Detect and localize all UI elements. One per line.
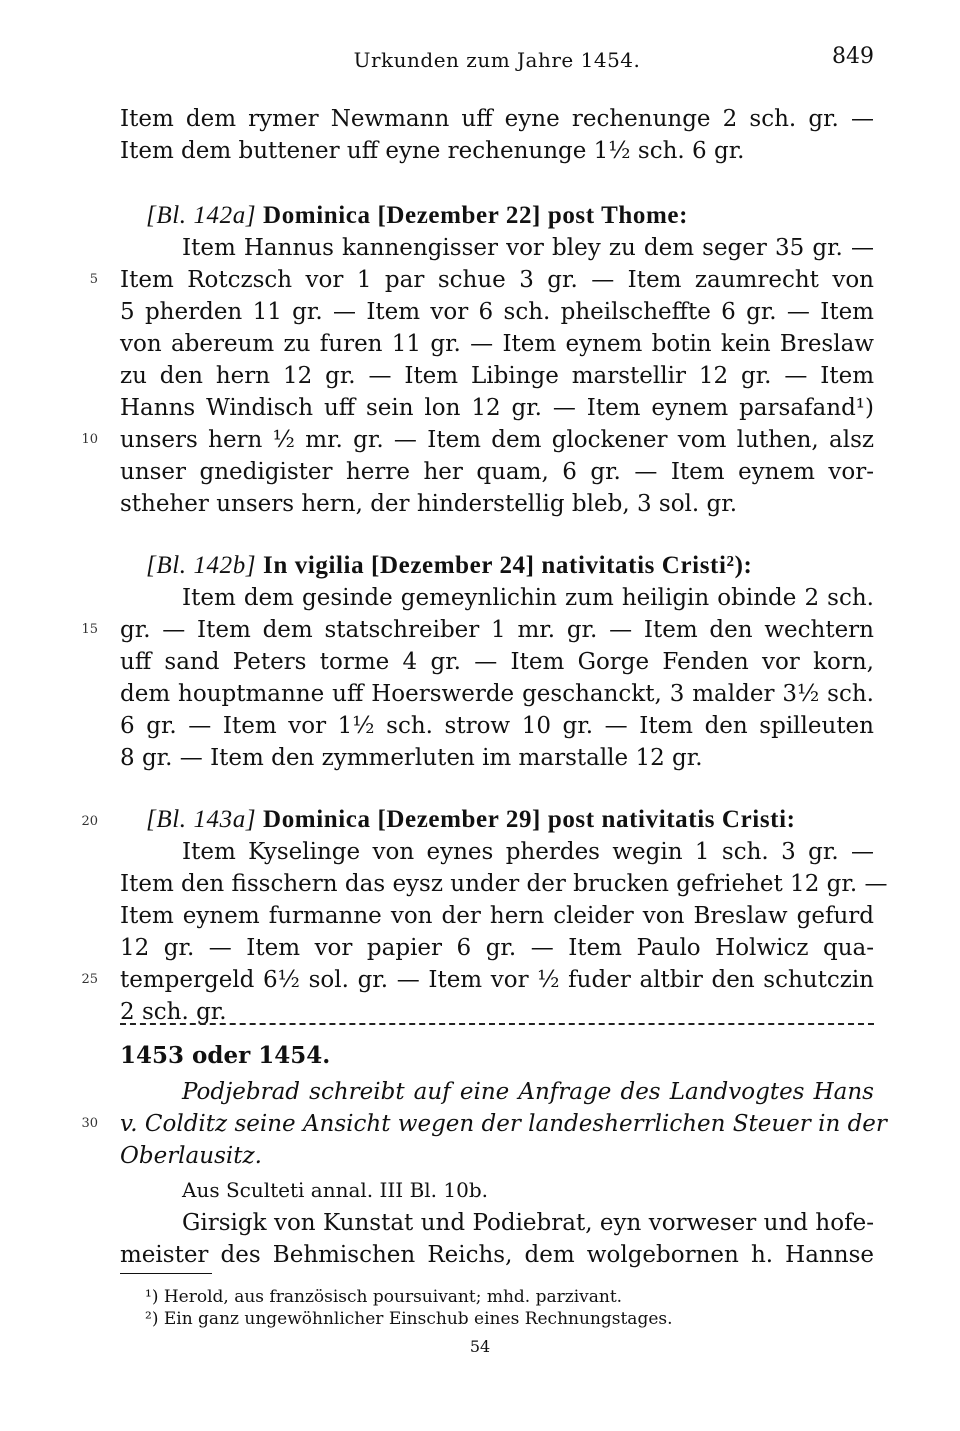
heading-text: Dominica [Dezember 22] post Thome: (256, 202, 689, 229)
page-number: 849 (832, 44, 874, 69)
text-line: unsers hern ½ mr. gr. — Item dem glockener vom luthen, alsz (120, 427, 874, 453)
regest-line: v. Colditz seine Ansicht wegen der landesherrlichen Steuer in der (120, 1111, 887, 1137)
text-line: tempergeld 6½ sol. gr. — Item vor ½ fuder altbir den schutczin (120, 967, 874, 993)
day-heading (146, 200, 874, 232)
line-number: 15 (81, 622, 98, 637)
running-head (120, 44, 874, 76)
text-line: Girsigk von Kunstat und Podiebrat, eyn vorweser und hofe- (182, 1210, 874, 1236)
text-line: Item den fisschern das eysz under der brucken gefriehet 12 gr. — (120, 871, 888, 897)
text-line: Item eynem furmanne von der hern cleider von Breslaw gefurd (120, 903, 874, 929)
text-line: meister des Behmischen Reichs, dem wolgebornen h. Hannse (120, 1242, 874, 1268)
text-line: Hanns Windisch uff sein lon 12 gr. — Item eynem parsafand¹) (120, 395, 874, 421)
folio-reference: [Bl. 143a] (146, 806, 257, 833)
text-line: 6 gr. — Item vor 1½ sch. strow 10 gr. — Item den spilleuten (120, 713, 874, 739)
section-date-heading: 1453 oder 1454. (120, 1042, 331, 1069)
line-number: 20 (81, 814, 98, 829)
text-line: dem houptmanne uff Hoerswerde geschanckt, 3 malder 3½ sch. (120, 681, 874, 707)
footnote-rule (120, 1273, 212, 1274)
text-line: Item dem buttener uff eyne rechenunge 1½ sch. 6 gr. (120, 138, 745, 164)
text-line: von abereum zu furen 11 gr. — Item eynem botin kein Breslaw (120, 331, 874, 357)
folio-reference: [Bl. 142a] (146, 202, 257, 229)
text-line: Item Rotczsch vor 1 par schue 3 gr. — Item zaumrecht von (120, 267, 874, 293)
regest-line: Podjebrad schreibt auf eine Anfrage des Landvogtes Hans (182, 1079, 874, 1105)
sheet-signature: 54 (469, 1337, 491, 1356)
text-line: Item dem gesinde gemeynlichin zum heiligin obinde 2 sch. (182, 585, 874, 611)
text-line: 12 gr. — Item vor papier 6 gr. — Item Paulo Holwicz qua- (120, 935, 874, 961)
heading-text: Dominica [Dezember 29] post nativitatis Cristi: (256, 806, 796, 833)
text-line: 5 pherden 11 gr. — Item vor 6 sch. pheilscheffte 6 gr. — Item (120, 299, 874, 325)
text-line: gr. — Item dem statschreiber 1 mr. gr. — Item den wechtern (120, 617, 874, 643)
regest-line: Oberlausitz. (120, 1143, 262, 1169)
footnote: ¹) Herold, aus französisch poursuivant; mhd. parzivant. (145, 1287, 623, 1307)
line-number: 25 (81, 972, 98, 987)
heading-text: In vigilia [Dezember 24] nativitatis Cristi²): (256, 552, 753, 579)
line-number: 10 (81, 432, 98, 447)
source-note: Aus Sculteti annal. III Bl. 10b. (182, 1178, 488, 1202)
text-line: unser gnedigister herre her quam, 6 gr. — Item eynem vor- (120, 459, 874, 485)
running-title: Urkunden zum Jahre 1454. (353, 48, 641, 72)
day-heading (146, 550, 874, 582)
section-divider (120, 1023, 874, 1027)
text-line: Item Hannus kannengisser vor bley zu dem seger 35 gr. — (182, 235, 874, 261)
text-line: zu den hern 12 gr. — Item Libinge marstellir 12 gr. — Item (120, 363, 874, 389)
text-line: uff sand Peters torme 4 gr. — Item Gorge Fenden vor korn, (120, 649, 874, 675)
footnote: ²) Ein ganz ungewöhnlicher Einschub eines Rechnungstages. (145, 1309, 673, 1329)
text-line: 2 sch. gr. (120, 999, 227, 1025)
folio-reference: [Bl. 142b] (146, 552, 257, 579)
day-heading (146, 804, 874, 836)
line-number: 5 (89, 272, 98, 287)
line-number: 30 (81, 1116, 98, 1131)
text-line: 8 gr. — Item den zymmerluten im marstalle 12 gr. (120, 745, 703, 771)
text-line: Item dem rymer Newmann uff eyne rechenunge 2 sch. gr. — (120, 106, 874, 132)
text-line: Item Kyselinge von eynes pherdes wegin 1 sch. 3 gr. — (182, 839, 874, 865)
text-line: stheher unsers hern, der hinderstellig bleb, 3 sol. gr. (120, 491, 738, 517)
